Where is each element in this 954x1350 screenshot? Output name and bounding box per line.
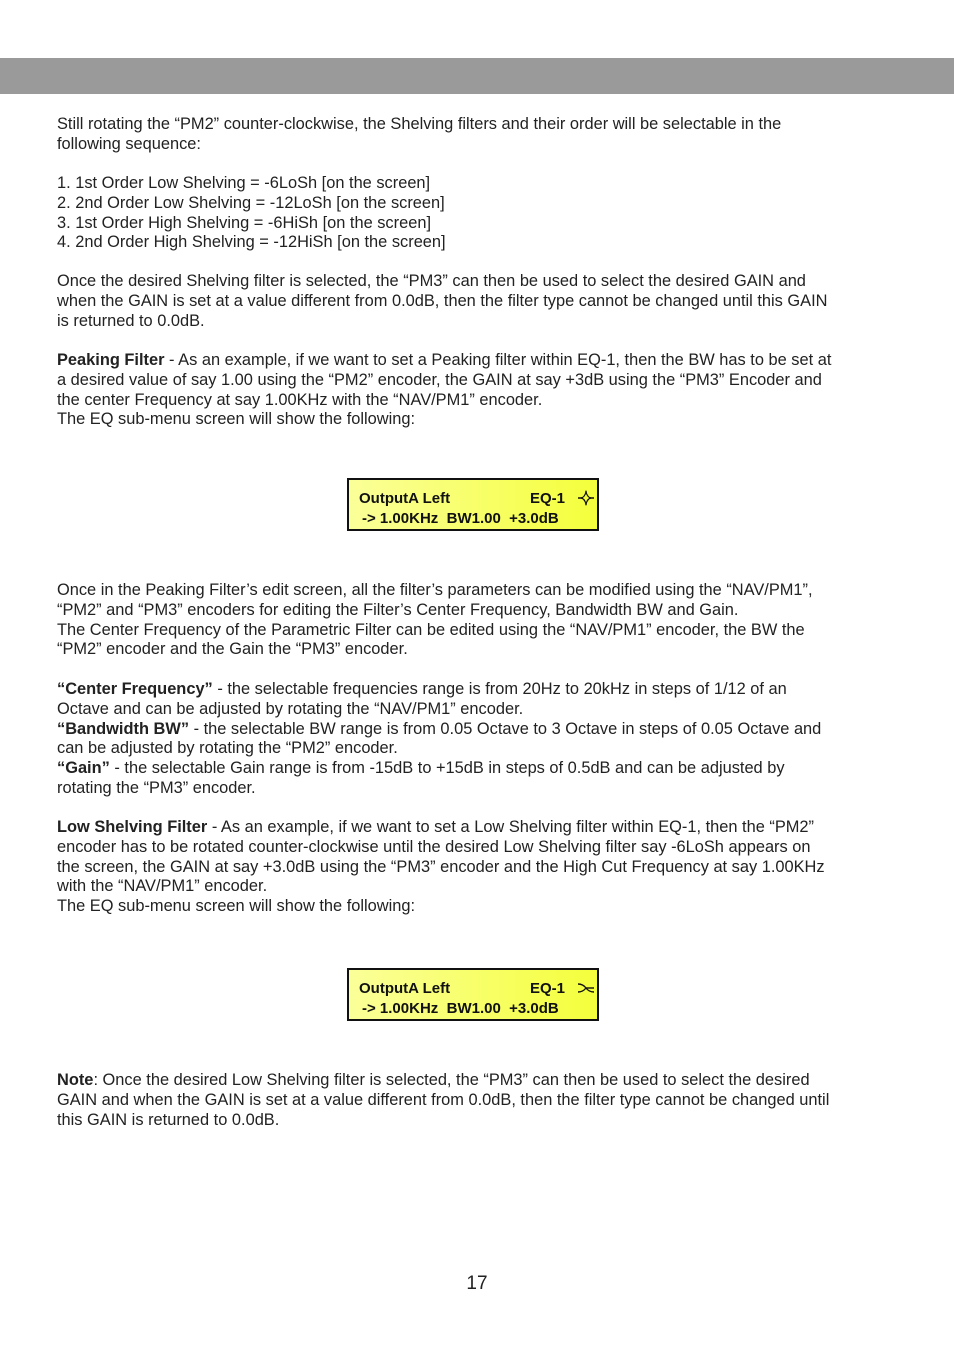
paragraph-text: - As an example, if we want to set a Low Shelving filter within EQ-1, then the “PM2” [207,818,814,836]
list-item: 1. 1st Order Low Shelving = -6LoSh [on the screen] [57,174,431,192]
paragraph-line: rotating the “PM3” encoder. [57,778,256,797]
lcd-values-row: -> 1.00KHz BW1.00 +3.0dB [362,1000,559,1017]
intro-line: Still rotating the “PM2” counter-clockwise, the Shelving filters and their order will be selectable in the [57,115,782,133]
paragraph-text: - As an example, if we want to set a Peaking filter within EQ-1, then the BW has to be set at [164,351,832,369]
paragraph-text: - the selectable Gain range is from -15dB to +15dB in steps of 0.5dB and can be adjusted by [109,759,785,778]
gain-label: “Gain” [57,759,110,778]
paragraph-text: : Once the desired Low Shelving filter is selected, the “PM3” can then be used to select the desired [93,1071,810,1089]
paragraph-line: “PM2” and “PM3” encoders for editing the Filter’s Center Frequency, Bandwidth BW and Gain. [57,600,739,619]
lcd-eq-label: EQ-1 [530,490,566,507]
paragraph-line: the screen, the GAIN at say +3.0dB using the “PM3” encoder and the High Cut Frequency at say 1.00KHz [57,857,825,876]
paragraph-line: with the “NAV/PM1” encoder. [57,877,268,896]
paragraph-line: can be adjusted by rotating the “PM2” encoder. [57,739,398,758]
low-shelving-paragraph [57,818,897,917]
lcd-screen-low-shelving [347,968,599,1021]
note-paragraph [57,1071,897,1130]
center-frequency-label: “Center Frequency” [57,680,213,698]
paragraph-line: Octave and can be adjusted by rotating the “NAV/PM1” encoder. [57,699,524,718]
intro-line: following sequence: [57,134,201,153]
gain-paragraph [57,272,897,331]
parameter-descriptions [57,680,897,799]
note-label: Note [57,1071,94,1089]
lcd-channel-label: OutputA Left [359,490,451,507]
lcd-eq-label: EQ-1 [530,980,566,997]
paragraph-text: - the selectable BW range is from 0.05 Octave to 3 Octave in steps of 0.05 Octave and [189,719,822,738]
paragraph-line: The EQ sub-menu screen will show the following: [57,897,416,916]
paragraph-text: - the selectable frequencies range is from 20Hz to 20kHz in steps of 1/12 of an [212,680,787,698]
paragraph-line: when the GAIN is set at a value different from 0.0dB, then the filter type cannot be changed until this GAIN [57,291,828,310]
page-number: 17 [466,1273,488,1294]
lcd-channel-label: OutputA Left [359,980,451,997]
intro-paragraph [57,115,897,155]
paragraph-line: Once the desired Shelving filter is selected, the “PM3” can then be used to select the desired GAIN and [57,272,806,290]
peaking-filter-heading: Peaking Filter [57,351,165,369]
edit-screen-paragraph [57,581,897,660]
list-item: 3. 1st Order High Shelving = -6HiSh [on the screen] [57,213,431,232]
paragraph-line: Once in the Peaking Filter’s edit screen, all the filter’s parameters can be modified using the “NAV/PM1”, [57,581,813,599]
list-item: 2. 2nd Order Low Shelving = -12LoSh [on the screen] [57,193,445,212]
list-item: 4. 2nd Order High Shelving = -12HiSh [on the screen] [57,233,446,252]
paragraph-line: the center Frequency at say 1.00KHz with the “NAV/PM1” encoder. [57,390,543,409]
paragraph-line: GAIN and when the GAIN is set at a value different from 0.0dB, then the filter type cannot be changed until [57,1090,830,1109]
low-shelving-heading: Low Shelving Filter [57,818,208,836]
paragraph-line: The EQ sub-menu screen will show the following: [57,410,416,429]
lcd-values-row: -> 1.00KHz BW1.00 +3.0dB [362,510,559,527]
paragraph-line: The Center Frequency of the Parametric Filter can be edited using the “NAV/PM1” encoder, the BW the [57,620,805,639]
bandwidth-label: “Bandwidth BW” [57,719,190,738]
paragraph-line: “PM2” encoder and the Gain the “PM3” encoder. [57,640,408,659]
shelving-order-list [57,174,897,253]
peaking-filter-icon [577,490,595,506]
peaking-filter-paragraph [57,351,897,430]
paragraph-line: a desired value of say 1.00 using the “PM2” encoder, the GAIN at say +3dB using the “PM3” Encoder and [57,370,822,389]
header-bar [0,58,954,94]
lcd-screen-peaking [347,478,599,531]
low-shelving-icon [577,980,595,996]
paragraph-line: encoder has to be rotated counter-clockwise until the desired Low Shelving filter say -6LoSh appears on [57,837,811,856]
paragraph-line: is returned to 0.0dB. [57,311,205,330]
paragraph-line: this GAIN is returned to 0.0dB. [57,1110,280,1129]
